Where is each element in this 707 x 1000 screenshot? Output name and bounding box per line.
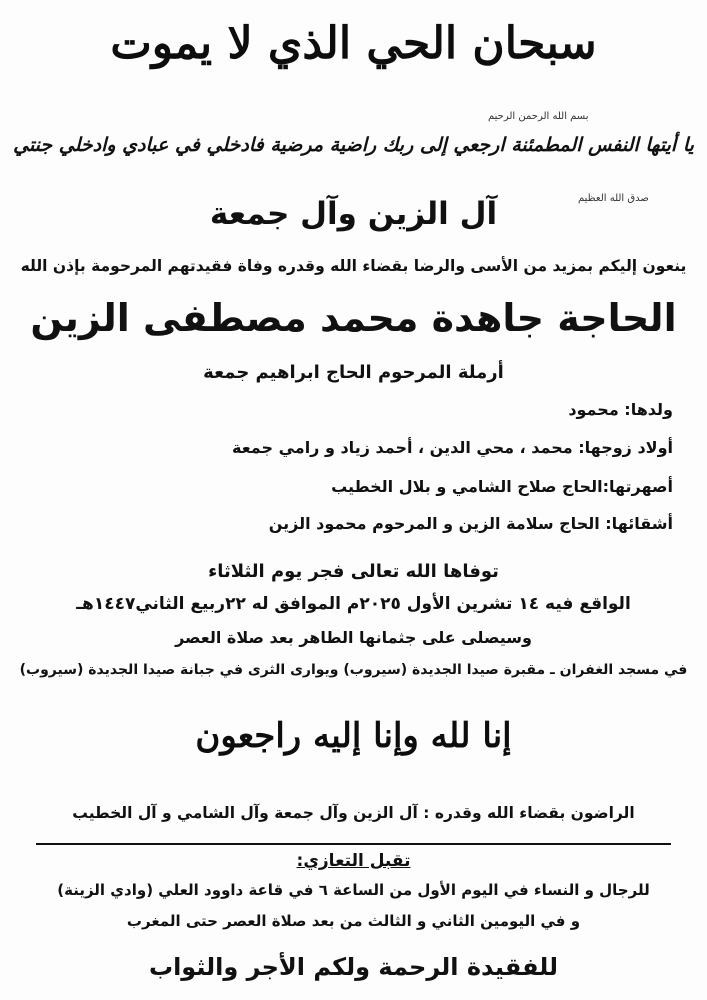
condolences-line-2: و في اليومين الثاني و الثالث من بعد صلاة العصر حتى المغرب [126,912,581,930]
death-line-4: في مسجد الغفران ـ مقبرة صيدا الجديدة (سيروب) ويوارى الثرى في جبانة صيدا الجديدة (سيروب) [19,662,688,678]
closing-line: للفقيدة الرحمة ولكم الأجر والثواب [148,953,559,981]
mourners-value: آل الزين وآل جمعة وآل الشامي و آل الخطيب [72,804,424,822]
basmala-text [488,104,589,123]
relative-value: الحاج صلاح الشامي و بلال الخطيب [331,477,603,496]
families-title: آل الزين وآل جمعة [209,196,498,232]
announcement-text: ينعون إليكم بمزيد من الأسى والرضا بقضاء الله وقدره وفاة فقيدتهم المرحومة بإذن الله [20,257,687,275]
widow-of-text: أرملة المرحوم الحاج ابراهيم جمعة [203,362,504,383]
deceased-name: الحاجة جاهدة محمد مصطفى الزين [30,296,677,340]
header-calligraphy: سبحان الحي الذي لا يموت [110,18,597,69]
relative-value: محمد ، محي الدين ، أحمد زياد و رامي جمعة [232,438,579,457]
condolences-line-1: للرجال و النساء في اليوم الأول من الساعة ٦ في قاعة داوود العلي (وادي الزينة) [57,881,650,899]
relative-label: ولدها: [624,400,673,419]
relative-row-stepchildren [0,438,707,457]
condolences-heading: تقبل التعازي: [296,851,411,871]
death-line-2: الواقع فيه ١٤ تشرين الأول ٢٠٢٥م الموافق له ٢٢ربيع الثاني١٤٤٧هـ [76,594,631,614]
death-line-3: وسيصلى على جثمانها الطاهر بعد صلاة العصر [175,628,532,647]
relative-row-siblings [0,514,707,533]
relative-value: الحاج سلامة الزين و المرحوم محمود الزين [268,514,606,533]
mourners-label: الراضون بقضاء الله وقدره : [423,804,635,822]
relative-label: أولاد زوجها: [578,438,673,457]
relative-label: أشقائها: [605,514,673,533]
basmala: بسم الله الرحمن الرحيم [488,111,589,122]
relative-row-son [0,400,707,419]
sadaq: صدق الله العظيم [578,193,649,204]
relative-row-in-laws [0,477,707,496]
quran-verse: يا أيتها النفس المطمئنة ارجعي إلى ربك راضية مرضية فادخلي في عبادي وادخلي جنتي [13,134,694,156]
divider [36,843,671,845]
mourners-line [0,804,707,822]
death-line-1: توفاها الله تعالى فجر يوم الثلاثاء [208,561,499,582]
relative-label: أصهرتها: [602,477,673,496]
relative-value: محمود [568,400,625,419]
inna-lillah-calligraphy: إنا لله وإنا إليه راجعون [195,716,512,756]
